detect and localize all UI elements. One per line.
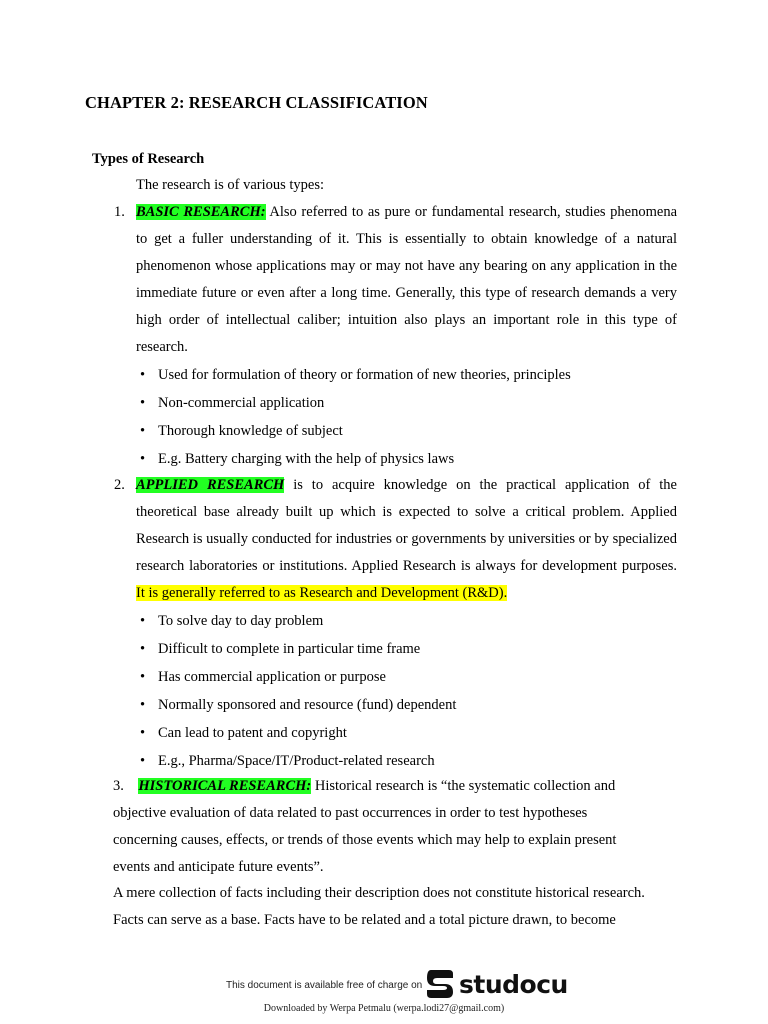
bullet-icon: • [140, 753, 146, 769]
list-item: • Thorough knowledge of subject [136, 417, 571, 445]
applied-research-bullets [136, 607, 456, 775]
list-item: • E.g., Pharma/Space/IT/Product-related research [136, 747, 456, 775]
list-item: • E.g. Battery charging with the help of physics laws [136, 445, 571, 473]
studocu-logo[interactable] [425, 968, 568, 1000]
bullet-icon: • [140, 423, 146, 439]
closing-paragraph: A mere collection of facts including their description does not constitute historical research. Facts can serve as a base. Facts have to be related and a total picture drawn, to become [113, 885, 645, 928]
chapter-title: CHAPTER 2: RESEARCH CLASSIFICATION [85, 93, 428, 112]
availability-note: This document is available free of charge on [226, 980, 423, 991]
list-item: • Used for formulation of theory or formation of new theories, principles [136, 361, 571, 389]
basic-research-heading: BASIC RESEARCH: [136, 204, 266, 220]
applied-research-paragraph [136, 472, 677, 607]
list-item: • Non-commercial application [136, 389, 571, 417]
studocu-brand: studocu [459, 969, 568, 999]
applied-research-text: is to acquire knowledge on the practical application of the theoretical base already built up which is expected to solve a critical problem. Applied Research is usually conducted for industries or governments by universities or by specialized research laboratories or institutions. Applied Research is always for development purposes. [136, 477, 677, 574]
bullet-icon: • [140, 669, 146, 685]
historical-research-first-line [113, 773, 673, 800]
bullet-icon: • [140, 395, 146, 411]
basic-research-paragraph [136, 199, 677, 361]
bullet-icon: • [140, 697, 146, 713]
historical-research-line1: Historical research is “the systematic collection and [311, 778, 616, 794]
studocu-logo-icon [425, 968, 455, 1000]
basic-research-bullets [136, 361, 571, 473]
item-number: 1. [114, 204, 125, 220]
rnd-highlight: It is generally referred to as Research and Development (R&D). [136, 585, 508, 601]
bullet-icon: • [140, 613, 146, 629]
basic-research-text: Also referred to as pure or fundamental research, studies phenomena to get a fuller understanding of it. This is essentially to obtain knowledge of a natural phenomenon whose applications may or may not have any bearing on any application in the immediate future or even after a long time. Generally, this type of research demands a very high order of intellectual caliber; intuition also plays an important role in this type of research. [136, 204, 678, 355]
item-number: 3. [113, 778, 124, 794]
downloaded-by-note: Downloaded by Werpa Petmalu (werpa.lodi27@gmail.com) [263, 1003, 505, 1014]
intro-text: The research is of various types: [136, 177, 325, 193]
list-item: • Can lead to patent and copyright [136, 719, 456, 747]
bullet-icon: • [140, 641, 146, 657]
historical-research-heading: HISTORICAL RESEARCH: [138, 778, 312, 794]
bullet-icon: • [140, 367, 146, 383]
list-item: • Normally sponsored and resource (fund) dependent [136, 691, 456, 719]
list-item: • Has commercial application or purpose [136, 663, 456, 691]
list-item: • Difficult to complete in particular time frame [136, 635, 456, 663]
bullet-icon: • [140, 451, 146, 467]
historical-research-text: objective evaluation of data related to past occurrences in order to test hypotheses concerning causes, effects, or trends of those events which may help to explain present events and anticipate future events”. [113, 805, 617, 875]
list-item: • To solve day to day problem [136, 607, 456, 635]
bullet-icon: • [140, 725, 146, 741]
section-title: Types of Research [92, 151, 205, 167]
item-number: 2. [114, 477, 125, 493]
applied-research-heading: APPLIED RESEARCH [136, 477, 285, 493]
